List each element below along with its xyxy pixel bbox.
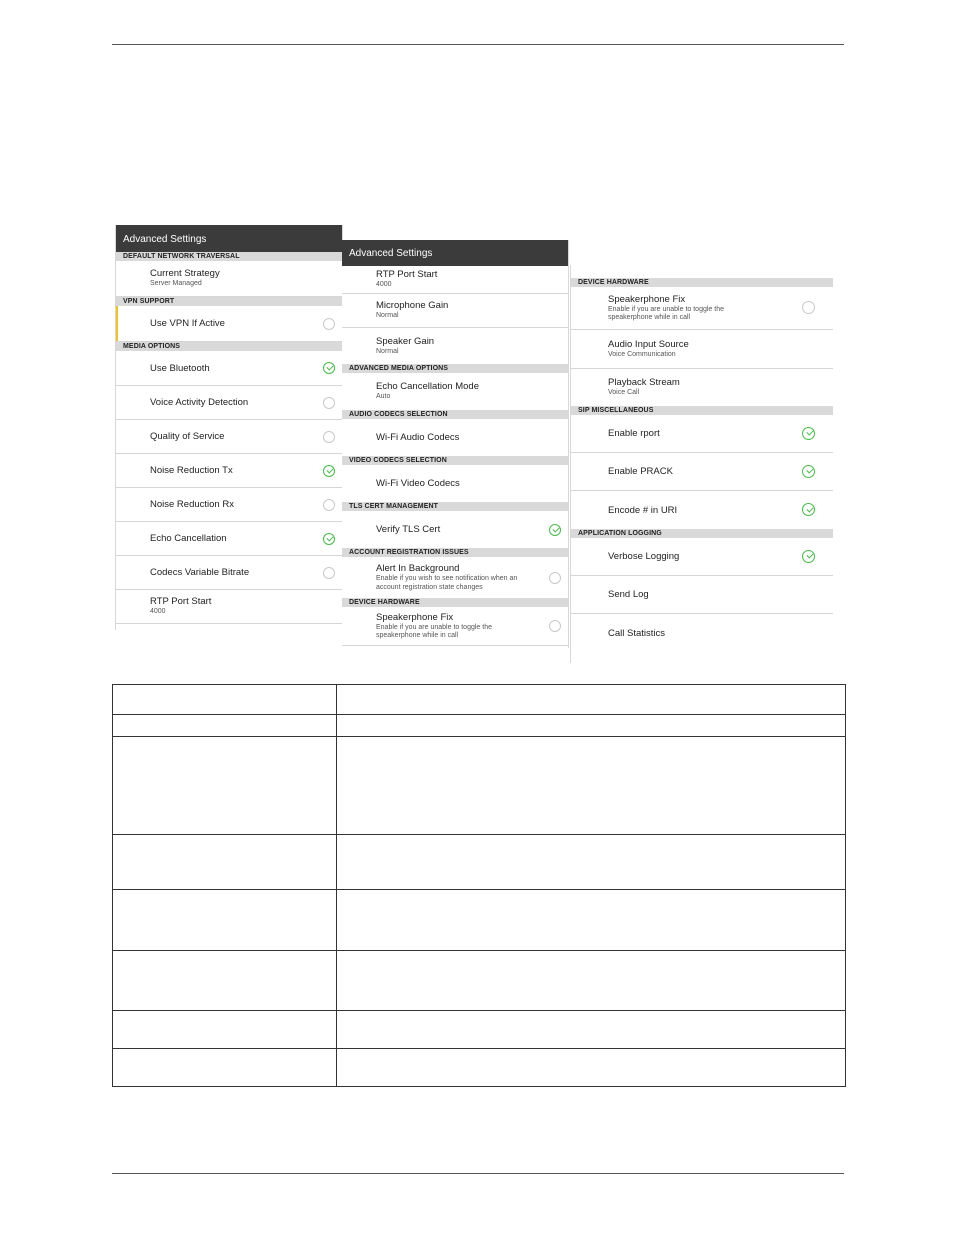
setting-title: Send Log <box>608 589 649 600</box>
setting-value: Normal <box>376 312 399 320</box>
table-cell <box>113 737 337 835</box>
checkbox-checked-icon[interactable] <box>323 465 335 477</box>
setting-alert-in-background[interactable] <box>342 557 568 598</box>
table-cell <box>337 715 846 737</box>
table-cell <box>337 951 846 1011</box>
setting-title: Playback Stream <box>608 377 680 389</box>
section-video-codecs-selection: VIDEO CODECS SELECTION <box>342 456 568 465</box>
setting-use-bluetooth[interactable] <box>116 351 342 386</box>
checkbox-unchecked-icon[interactable] <box>323 499 335 511</box>
setting-title: Audio Input Source <box>608 338 689 350</box>
table-cell <box>337 1011 846 1049</box>
setting-description-line-2: speakerphone while in call <box>608 314 691 321</box>
setting-title: Microphone Gain <box>376 300 449 312</box>
header-rule <box>112 44 844 45</box>
checkbox-unchecked-icon[interactable] <box>323 431 335 443</box>
app-title: Advanced Settings <box>349 247 433 259</box>
table-cell <box>337 685 846 715</box>
settings-description-table <box>112 684 846 1087</box>
checkbox-checked-icon[interactable] <box>323 533 335 545</box>
table-row <box>113 835 846 890</box>
checkbox-unchecked-icon[interactable] <box>323 397 335 409</box>
table-cell <box>113 715 337 737</box>
setting-title: Encode # in URI <box>608 504 678 516</box>
setting-quality-of-service[interactable] <box>116 420 342 454</box>
setting-title: Verbose Logging <box>608 551 680 562</box>
app-title: Advanced Settings <box>123 233 207 245</box>
checkbox-checked-icon[interactable] <box>802 550 815 563</box>
table-row <box>113 890 846 951</box>
setting-verify-tls-cert[interactable] <box>342 511 568 548</box>
checkbox-unchecked-icon[interactable] <box>549 572 561 584</box>
setting-noise-reduction-rx[interactable] <box>116 488 342 522</box>
setting-codecs-variable-bitrate[interactable] <box>116 556 342 590</box>
setting-call-statistics[interactable] <box>571 614 833 652</box>
setting-speaker-gain[interactable] <box>342 328 568 364</box>
section-application-logging: APPLICATION LOGGING <box>571 529 833 538</box>
setting-title: Voice Activity Detection <box>150 397 249 408</box>
table-cell <box>113 890 337 951</box>
setting-enable-rport[interactable] <box>571 415 833 453</box>
setting-title: RTP Port Start <box>376 269 438 281</box>
setting-description-line-1: Enable if you are unable to toggle the <box>376 623 492 631</box>
setting-value: Normal <box>376 347 399 355</box>
setting-title: Call Statistics <box>608 627 666 639</box>
app-bar <box>116 225 342 252</box>
table-row <box>113 685 846 715</box>
setting-playback-stream[interactable] <box>571 369 833 406</box>
settings-panel-3 <box>570 265 833 663</box>
setting-verbose-logging[interactable] <box>571 538 833 576</box>
checkbox-checked-icon[interactable] <box>549 524 561 536</box>
table-cell <box>337 1049 846 1087</box>
table-cell <box>113 685 337 715</box>
footer-rule <box>112 1173 844 1174</box>
setting-title: Echo Cancellation <box>150 533 227 544</box>
table-cell <box>113 1011 337 1049</box>
setting-title: Use Bluetooth <box>150 362 210 374</box>
table-cell <box>337 835 846 890</box>
setting-speakerphone-fix[interactable] <box>342 607 568 646</box>
checkbox-unchecked-icon[interactable] <box>802 301 815 314</box>
setting-encode-hash-in-uri[interactable] <box>571 491 833 529</box>
checkbox-unchecked-icon[interactable] <box>549 620 561 632</box>
section-advanced-media-options: ADVANCED MEDIA OPTIONS <box>342 364 568 373</box>
setting-title: Speakerphone Fix <box>608 293 686 305</box>
setting-title: Alert In Background <box>376 563 460 574</box>
section-tls-cert-management: TLS CERT MANAGEMENT <box>342 502 568 511</box>
checkbox-checked-icon[interactable] <box>323 362 335 374</box>
setting-echo-cancellation-mode[interactable] <box>342 373 568 410</box>
checkbox-checked-icon[interactable] <box>802 427 815 440</box>
section-vpn-support: VPN SUPPORT <box>116 297 342 306</box>
setting-enable-prack[interactable] <box>571 453 833 491</box>
table-cell <box>337 890 846 951</box>
setting-title: Quality of Service <box>150 431 225 442</box>
setting-title: Use VPN If Active <box>150 318 225 329</box>
checkbox-unchecked-icon[interactable] <box>323 567 335 579</box>
section-audio-codecs-selection: AUDIO CODECS SELECTION <box>342 410 568 419</box>
section-media-options: MEDIA OPTIONS <box>116 342 342 351</box>
table-row <box>113 1049 846 1087</box>
app-bar <box>342 240 568 266</box>
setting-rtp-port-start[interactable] <box>116 590 342 624</box>
table-cell <box>113 835 337 890</box>
setting-title: Echo Cancellation Mode <box>376 381 479 393</box>
setting-title: Noise Reduction Tx <box>150 465 233 476</box>
setting-wifi-video-codecs[interactable] <box>342 465 568 502</box>
checkbox-checked-icon[interactable] <box>802 465 815 478</box>
setting-title: Wi-Fi Audio Codecs <box>376 432 460 443</box>
setting-speakerphone-fix[interactable] <box>571 287 833 330</box>
setting-title: Enable rport <box>608 428 660 439</box>
setting-audio-input-source[interactable] <box>571 330 833 369</box>
table-row <box>113 1011 846 1049</box>
setting-value: Voice Call <box>608 389 640 397</box>
setting-echo-cancellation[interactable] <box>116 522 342 556</box>
setting-use-vpn[interactable] <box>116 306 342 342</box>
setting-description-line-1: Enable if you are unable to toggle the <box>608 305 724 313</box>
table-row <box>113 951 846 1011</box>
setting-send-log[interactable] <box>571 576 833 614</box>
setting-value: Server Managed <box>150 280 202 288</box>
checkbox-unchecked-icon[interactable] <box>323 318 335 330</box>
setting-microphone-gain[interactable] <box>342 294 568 328</box>
setting-title: Current Strategy <box>150 268 220 280</box>
section-default-network-traversal: DEFAULT NETWORK TRAVERSAL <box>116 252 342 261</box>
panel-top-gap <box>571 265 833 278</box>
table-cell <box>337 737 846 835</box>
checkbox-checked-icon[interactable] <box>802 503 815 516</box>
setting-title: Codecs Variable Bitrate <box>150 567 250 578</box>
setting-rtp-port-start[interactable] <box>342 266 568 294</box>
setting-wifi-audio-codecs[interactable] <box>342 419 568 456</box>
setting-value: 4000 <box>150 608 166 616</box>
table-row <box>113 737 846 835</box>
setting-value: 4000 <box>376 281 392 289</box>
setting-current-strategy[interactable] <box>116 261 342 297</box>
setting-noise-reduction-tx[interactable] <box>116 454 342 488</box>
setting-title: RTP Port Start <box>150 596 212 608</box>
setting-title: Verify TLS Cert <box>376 524 441 535</box>
setting-title: Speaker Gain <box>376 335 435 347</box>
section-sip-miscellaneous: SIP MISCELLANEOUS <box>571 406 833 415</box>
table-cell <box>113 1049 337 1087</box>
setting-value: Auto <box>376 393 391 401</box>
section-account-registration-issues: ACCOUNT REGISTRATION ISSUES <box>342 548 568 557</box>
setting-title: Speakerphone Fix <box>376 611 454 623</box>
section-device-hardware: DEVICE HARDWARE <box>571 278 833 287</box>
settings-panel-2 <box>342 240 569 648</box>
setting-voice-activity-detection[interactable] <box>116 386 342 420</box>
setting-description-line-2: speakerphone while in call <box>376 632 459 639</box>
table-row <box>113 715 846 737</box>
setting-title: Noise Reduction Rx <box>150 499 234 510</box>
section-device-hardware: DEVICE HARDWARE <box>342 598 568 607</box>
setting-value: Voice Communication <box>608 350 676 358</box>
settings-panel-1 <box>115 225 343 630</box>
setting-description-line-1: Enable if you wish to see notification when an <box>376 575 518 582</box>
table-cell <box>113 951 337 1011</box>
setting-title: Wi-Fi Video Codecs <box>376 478 460 489</box>
setting-description-line-2: account registration state changes <box>376 583 483 591</box>
focus-indicator <box>116 306 118 341</box>
setting-title: Enable PRACK <box>608 466 673 477</box>
